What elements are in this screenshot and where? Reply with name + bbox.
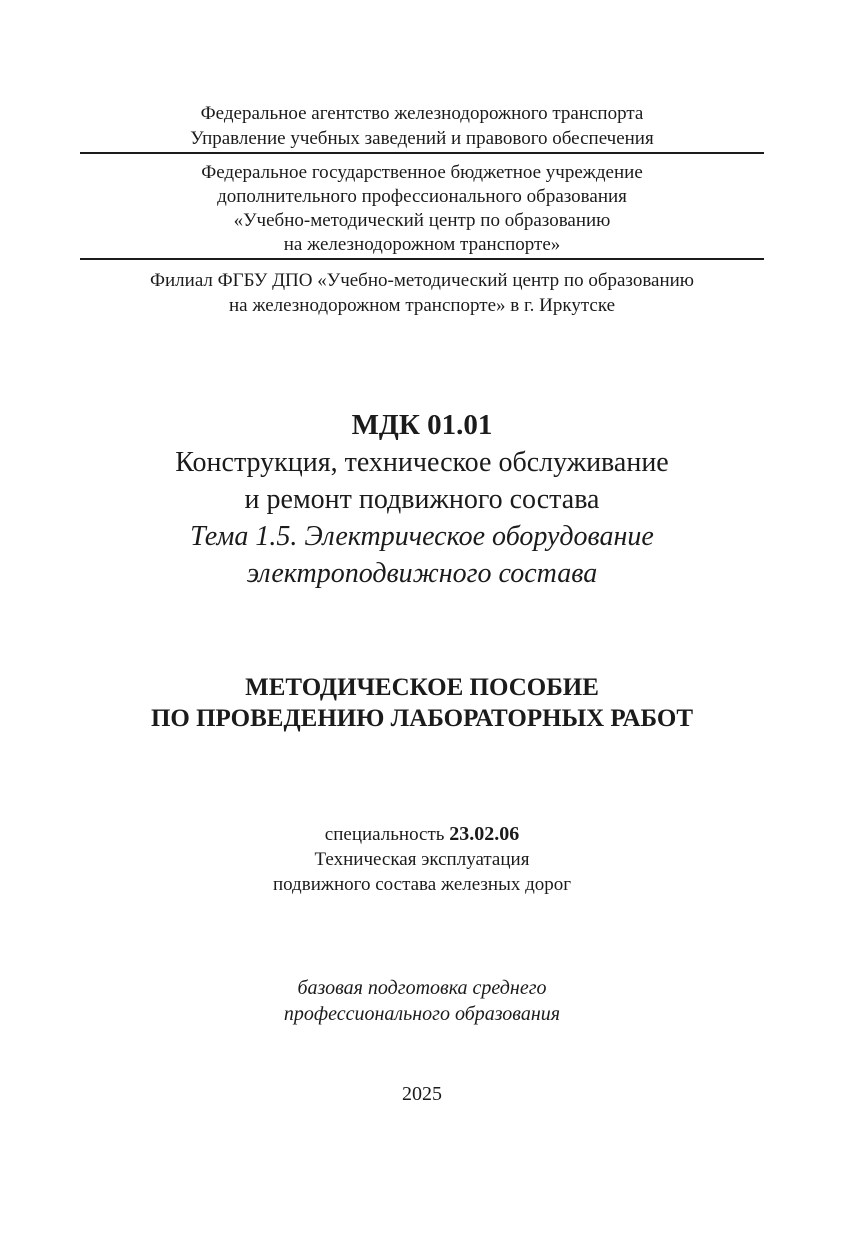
course-name-line-1: Конструкция, техническое обслуживание xyxy=(175,447,669,478)
divider-line-bottom xyxy=(80,258,764,260)
agency-line-2: Управление учебных заведений и правового обеспечения xyxy=(190,128,654,149)
training-level-block xyxy=(80,975,764,1027)
header-agency-block xyxy=(80,0,764,151)
course-name-line-2: и ремонт подвижного состава xyxy=(244,484,600,515)
training-line-2: профессионального образования xyxy=(283,1003,561,1025)
course-code: МДК 01.01 xyxy=(351,409,493,441)
specialty-line-2: Техническая эксплуатация xyxy=(314,849,530,870)
branch-line-1: Филиал ФГБУ ДПО «Учебно-методический центр по образованию xyxy=(149,270,694,291)
specialty-code: 23.02.06 xyxy=(449,823,520,845)
institution-line-4: на железнодорожном транспорте» xyxy=(283,234,561,255)
institution-line-3: «Учебно-методический центр по образованию xyxy=(233,210,611,231)
document-type-line-2: ПО ПРОВЕДЕНИЮ ЛАБОРАТОРНЫХ РАБОТ xyxy=(150,705,694,732)
document-type-line-1: МЕТОДИЧЕСКОЕ ПОСОБИЕ xyxy=(245,674,599,701)
specialty-label: специальность xyxy=(324,824,445,845)
document-type-block xyxy=(80,672,764,734)
course-topic-line-2: электроподвижного состава xyxy=(246,558,598,589)
publication-year: 2025 xyxy=(402,1083,442,1105)
header-branch-block xyxy=(80,268,764,318)
training-line-1: базовая подготовка среднего xyxy=(297,977,547,999)
specialty-block xyxy=(80,822,764,897)
agency-line-1: Федеральное агентство железнодорожного транспорта xyxy=(200,103,644,124)
divider-line-top xyxy=(80,152,764,154)
specialty-line-3: подвижного состава железных дорог xyxy=(272,874,572,895)
branch-line-2: на железнодорожном транспорте» в г. Иркутске xyxy=(228,295,616,316)
course-title-block xyxy=(80,407,764,592)
institution-line-1: Федеральное государственное бюджетное учреждение xyxy=(201,162,643,183)
header-institution-block xyxy=(80,161,764,257)
course-topic-line-1: Тема 1.5. Электрическое оборудование xyxy=(190,521,654,552)
title-page-content xyxy=(80,0,764,1105)
specialty-line-1 xyxy=(80,822,764,847)
institution-line-2: дополнительного профессионального образования xyxy=(217,186,627,207)
